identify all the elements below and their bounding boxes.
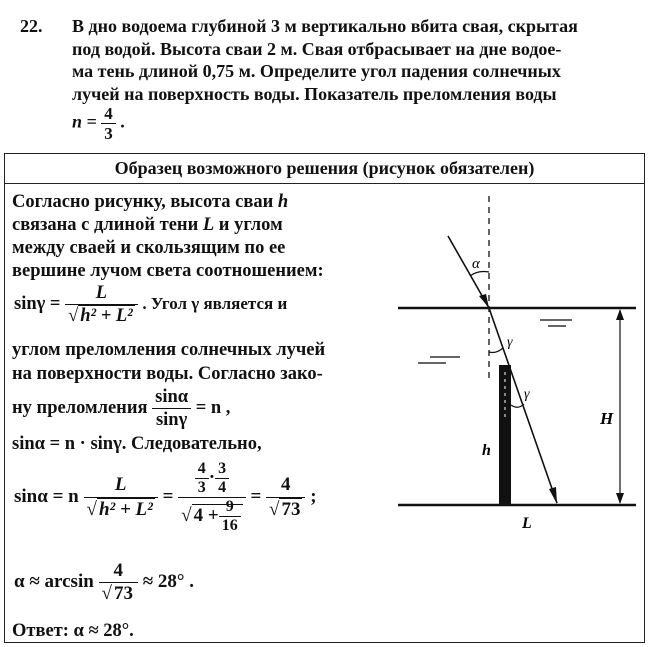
alpha-arc [470,272,489,277]
answer: Ответ: α ≈ 28°. [12,621,134,641]
fraction: $\frac{4}{√ 73}$ [266,473,305,522]
formula-sin-gamma: sinγ = $\frac{L}{\text{√ h² + L²}}$ . Угол γ является и [14,283,288,326]
problem-number: 22. [20,16,43,36]
solution-line-8: ну преломления $\frac{\sin\alpha}{\sin\gamma}$ = n , [12,387,231,430]
fraction: $\frac{L}{\text{√ h² + L²}}$ [65,282,138,327]
gamma-label-pile: γ [524,387,530,402]
problem-line-3: ма тень длиной 0,75 м. Определите угол падения солнечных [72,61,561,81]
solution-line-6: углом преломления солнечных лучей [12,340,326,360]
gamma-label-top: γ [507,335,513,350]
fraction: $\frac{\sin\alpha}{\sin\gamma}$ [152,386,191,431]
H-label: H [600,409,614,428]
fraction: $\frac{4}{3}$ [101,104,116,143]
L-label: L [522,515,532,532]
solution-line-3: между сваей и скользящим по ее [12,238,286,258]
problem-line-4: лучей на поверхность воды. Показатель преломления воды [72,83,557,104]
fraction: $\frac{4}{√ 73}$ [99,560,138,605]
formula-alpha: α ≈ arcsin $\frac{4}{√ 73}$ ≈ 28° . [14,560,195,604]
arrow-head [479,294,489,308]
formula-sin-alpha: sinα = n $\frac{L}{\text{√ h² + L²}}$ = $\frac{4}{3}$ · $\frac{3}{4}$ √ 4 + $\frac{9}{16}$ = $\frac{4}{√ 73}$ ; [14,460,317,534]
solution-line-4: вершине лучом света соотношением: [12,261,324,281]
alpha-label: α [472,256,480,272]
solution-header: Образец возможного решения (рисунок обязателен) [4,153,645,184]
problem-line-2: под водой. Высота сваи 2 м. Свая отбрасывает на дне водое- [72,38,562,59]
h-label: h [482,442,491,459]
solution-line-7: на поверхности воды. Согласно зако- [12,364,323,384]
solution-line-2: связана с длиной тени L и углом [12,215,283,235]
refraction-index: n = $\frac{4}{3}$ . [72,104,125,143]
solution-line-9: sinα = n · sinγ. Следовательно, [12,434,262,454]
arrow-head [549,487,557,504]
compound-fraction: $\frac{4}{3}$ · $\frac{3}{4}$ √ 4 + $\frac{9}{16}$ [178,460,246,535]
solution-line-1: Согласно рисунку, высота сваи h [12,192,289,212]
problem-line-1: В дно водоема глубиной 3 м вертикально вбита свая, скрытая [72,16,578,36]
gamma-arc-top [489,348,503,353]
fraction: $\frac{L}{\text{√ h² + L²}}$ [84,473,158,522]
